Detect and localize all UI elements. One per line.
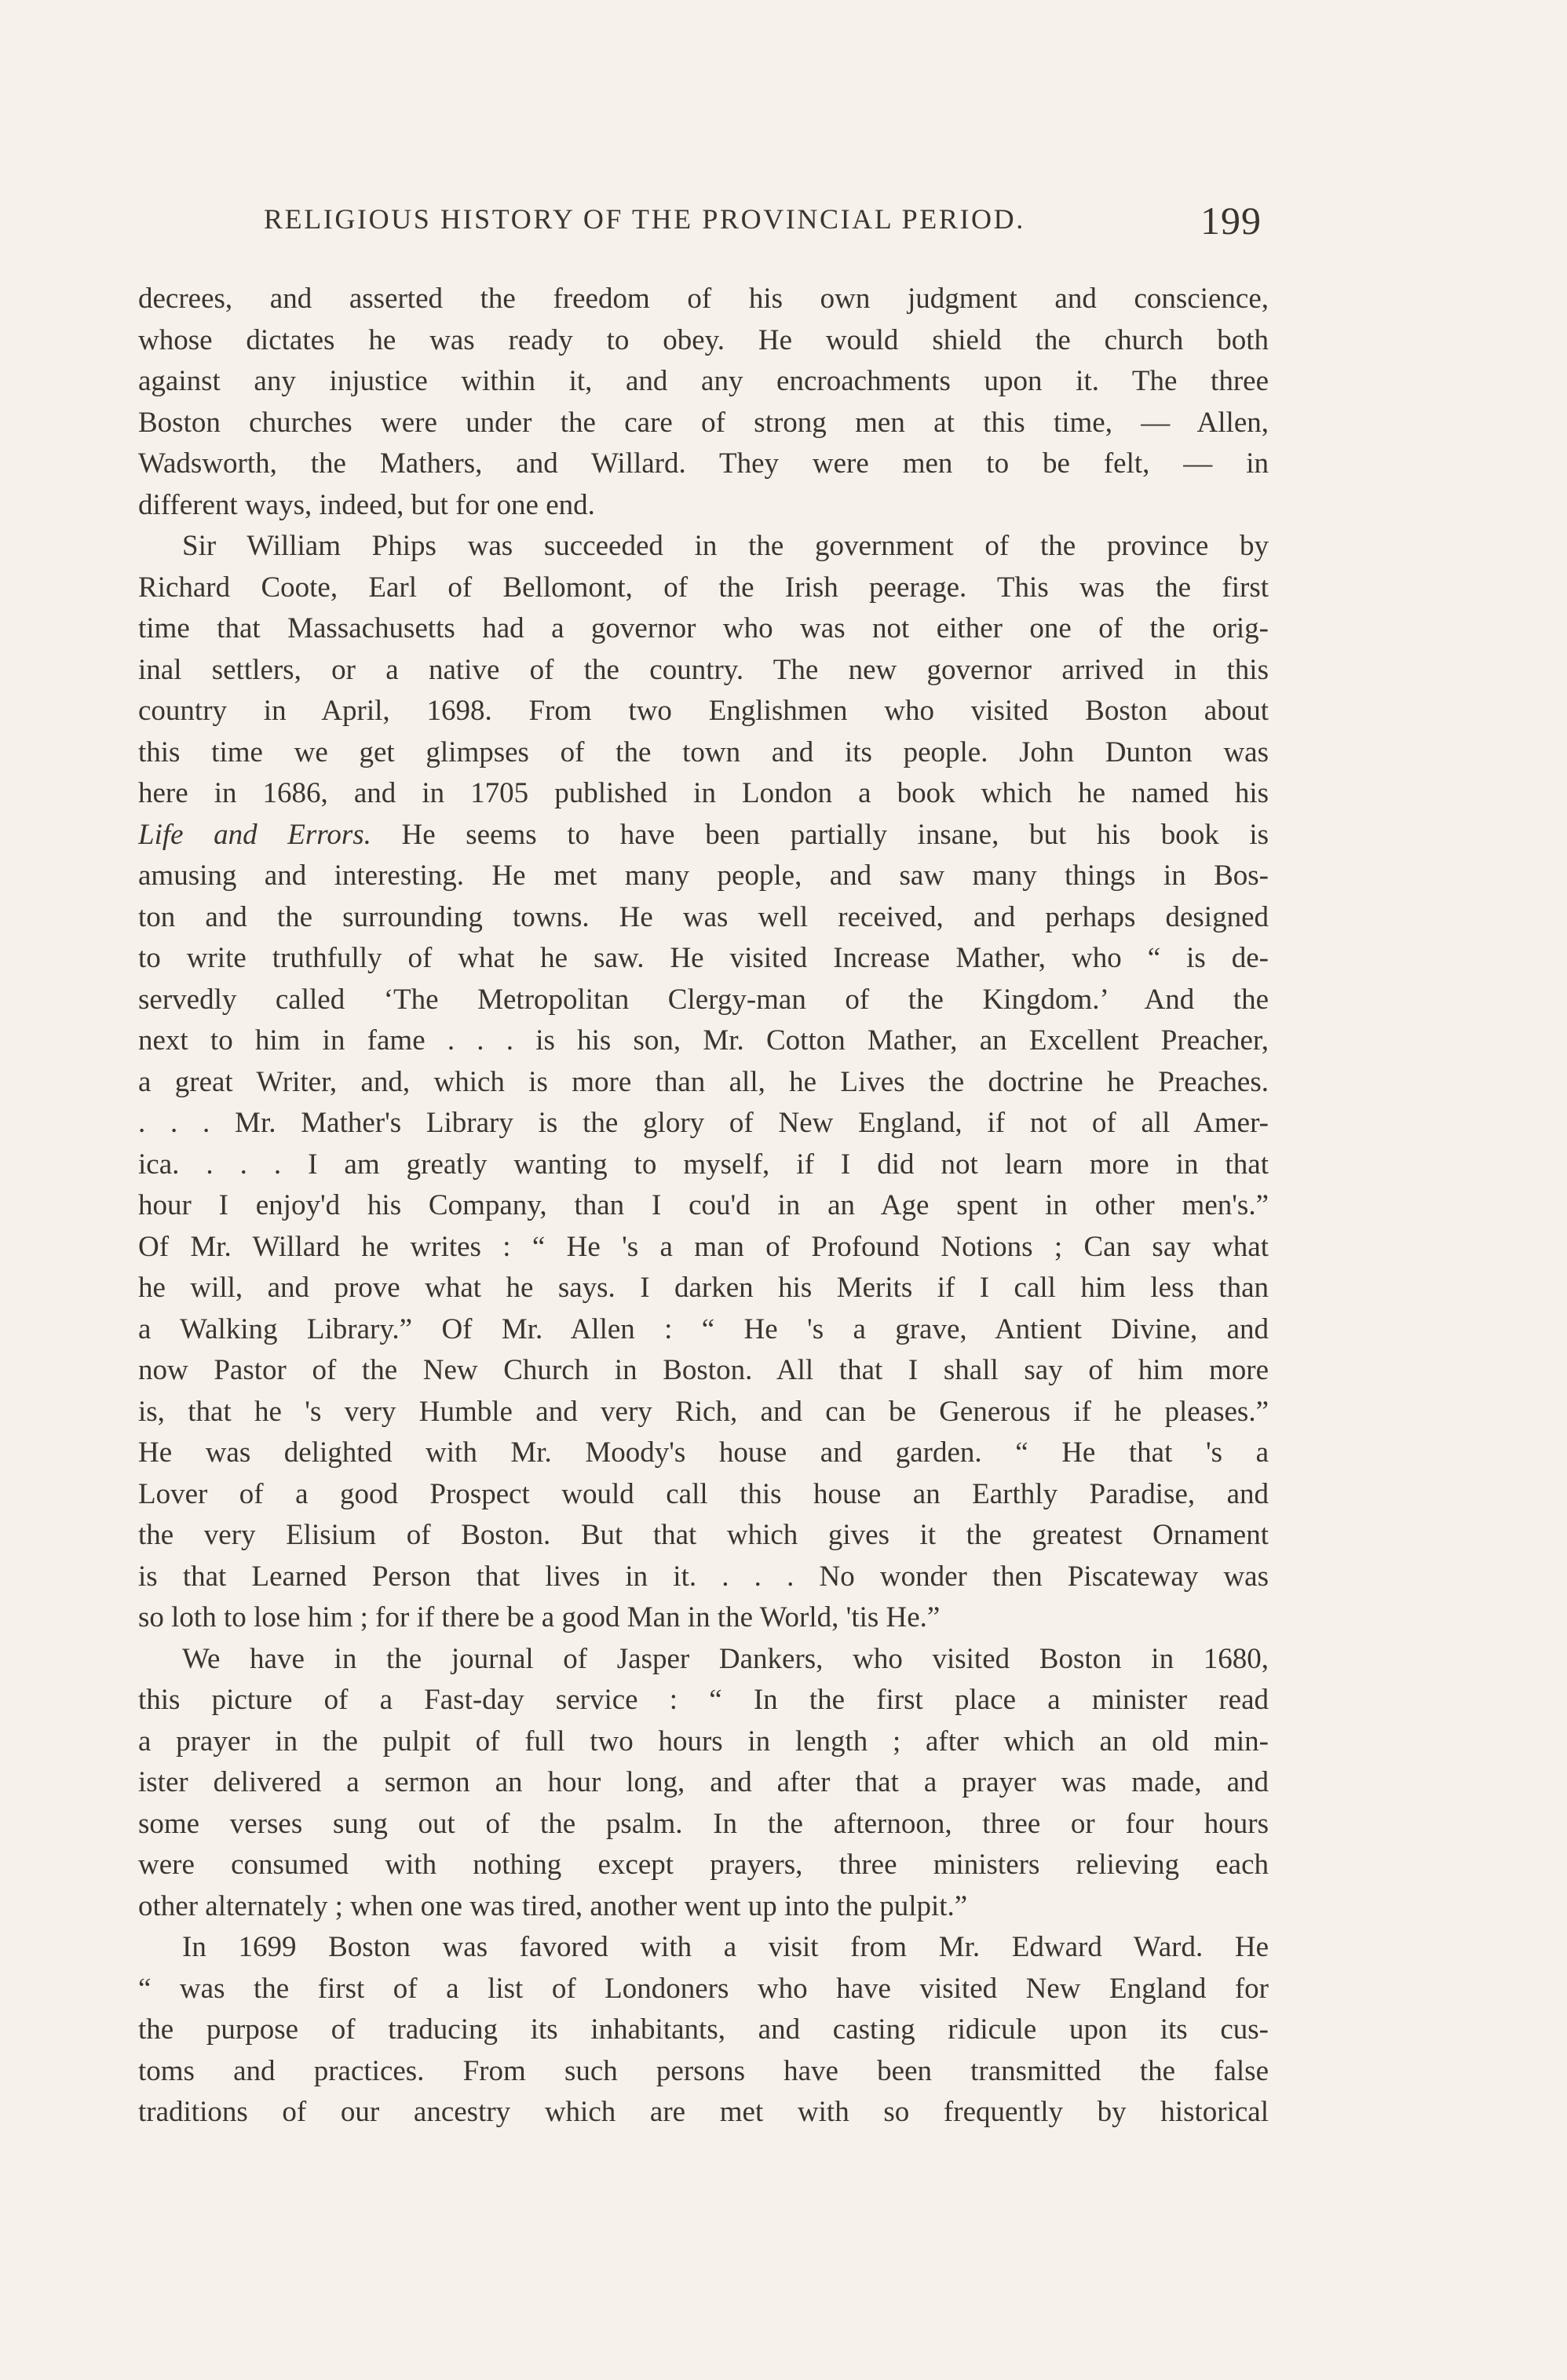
line-text: against any injustice within it, and any encroachments upon it. The three: [138, 365, 1269, 397]
line-text: this time we get glimpses of the town and its people. John Dunton was: [138, 736, 1269, 768]
line-text: Wadsworth, the Mathers, and Willard. They were men to be felt, — in: [138, 447, 1269, 480]
text-line: [138, 980, 1269, 1021]
text-line: [138, 773, 1269, 815]
line-text: were consumed with nothing except prayers, three ministers relieving each: [138, 1849, 1269, 1881]
line-text: Of Mr. Willard he writes : “ He 's a man of Profound Notions ; Can say what: [138, 1230, 1269, 1263]
text-line: [138, 608, 1269, 650]
text-line: [138, 815, 1269, 856]
line-text: toms and practices. From such persons have been transmitted the false: [138, 2054, 1269, 2087]
running-head: [264, 198, 1284, 245]
line-text: other alternately ; when one was tired, another went up into the pulpit.”: [138, 1889, 968, 1922]
running-title: RELIGIOUS HISTORY OF THE PROVINCIAL PERIOD.: [264, 203, 1025, 235]
line-text: “ was the first of a list of Londoners who have visited New England for: [138, 1972, 1269, 2005]
text-line: [138, 526, 1269, 568]
text-line: [138, 1927, 1269, 1969]
line-text: country in April, 1698. From two Englishmen who visited Boston about: [138, 695, 1269, 727]
text-line: [138, 1515, 1269, 1557]
text-line: [138, 732, 1269, 774]
text-line: [138, 1350, 1269, 1392]
text-line: [138, 485, 1269, 527]
line-text: servedly called ‘The Metropolitan Clergy-man of the Kingdom.’ And the: [138, 983, 1269, 1016]
line-text: the purpose of traducing its inhabitants, and casting ridicule upon its cus-: [138, 2013, 1269, 2046]
line-text: whose dictates he was ready to obey. He would shield the church both: [138, 323, 1269, 356]
line-text: so loth to lose him ; for if there be a good Man in the World, 'tis He.”: [138, 1601, 941, 1634]
text-line: [138, 1886, 1269, 1928]
text-line: [138, 650, 1269, 692]
text-line: [138, 856, 1269, 897]
line-text: the very Elisium of Boston. But that which gives it the greatest Ornament: [138, 1519, 1269, 1551]
line-text: ica. . . . I am greatly wanting to myself, if I did not learn more in that: [138, 1148, 1269, 1181]
italic-title: Life and Errors.: [138, 818, 371, 851]
text-line: [138, 279, 1269, 320]
text-line: [138, 1762, 1269, 1804]
text-line: [138, 1392, 1269, 1433]
text-line: [138, 2051, 1269, 2093]
text-line: [138, 1185, 1269, 1227]
line-text: He was delighted with Mr. Moody's house and garden. “ He that 's a: [138, 1436, 1269, 1469]
text-line: [138, 1309, 1269, 1351]
text-line: [138, 1845, 1269, 1886]
line-text: Boston churches were under the care of strong men at this time, — Allen,: [138, 406, 1269, 439]
text-line: [138, 403, 1269, 444]
text-line: [138, 1639, 1269, 1681]
page-number: 199: [1200, 199, 1262, 243]
line-text: next to him in fame . . . is his son, Mr. Cotton Mather, an Excellent Preacher,: [138, 1024, 1269, 1057]
line-text: he will, and prove what he says. I darken his Merits if I call him less than: [138, 1272, 1269, 1304]
text-line: [138, 1020, 1269, 1062]
line-text: different ways, indeed, but for one end.: [138, 488, 595, 521]
line-text: Richard Coote, Earl of Bellomont, of the Irish peerage. This was the first: [138, 571, 1269, 604]
text-line: [138, 1227, 1269, 1268]
text-line: [138, 568, 1269, 609]
line-text: time that Massachusetts had a governor who was not either one of the orig-: [138, 612, 1269, 644]
text-line: [138, 897, 1269, 939]
line-text: hour I enjoy'd his Company, than I cou'd in an Age spent in other men's.”: [138, 1189, 1269, 1221]
line-text: is that Learned Person that lives in it. . . . No wonder then Piscateway was: [138, 1560, 1269, 1593]
line-text: Sir William Phips was succeeded in the government of the province by: [182, 530, 1269, 562]
line-text: traditions of our ancestry which are met with so frequently by historical: [138, 2096, 1269, 2128]
line-text: He seems to have been partially insane, but his book is: [371, 818, 1269, 851]
line-text: inal settlers, or a native of the country. The new governor arrived in this: [138, 653, 1269, 686]
text-line: [138, 1433, 1269, 1474]
text-line: [138, 1597, 1269, 1639]
text-line: [138, 1969, 1269, 2010]
line-text: here in 1686, and in 1705 published in London a book which he named his: [138, 777, 1269, 809]
line-text: a great Writer, and, which is more than all, he Lives the doctrine he Preaches.: [138, 1065, 1269, 1098]
line-text: decrees, and asserted the freedom of his own judgment and conscience,: [138, 283, 1269, 315]
line-text: amusing and interesting. He met many people, and saw many things in Bos-: [138, 860, 1269, 892]
text-line: [138, 2009, 1269, 2051]
line-text: to write truthfully of what he saw. He visited Increase Mather, who “ is de-: [138, 942, 1269, 974]
line-text: some verses sung out of the psalm. In the afternoon, three or four hours: [138, 1807, 1269, 1840]
text-line: [138, 938, 1269, 980]
text-line: [138, 1268, 1269, 1309]
text-line: [138, 2092, 1269, 2134]
line-text: is, that he 's very Humble and very Rich, and can be Generous if he pleases.”: [138, 1395, 1269, 1428]
text-line: [138, 1103, 1269, 1144]
text-line: [138, 1804, 1269, 1845]
text-line: [138, 1721, 1269, 1763]
text-line: [138, 691, 1269, 732]
text-line: [138, 1474, 1269, 1516]
line-text: Lover of a good Prospect would call this house an Earthly Paradise, and: [138, 1477, 1269, 1510]
text-line: [138, 1557, 1269, 1598]
line-text: ton and the surrounding towns. He was well received, and perhaps designed: [138, 900, 1269, 933]
text-line: [138, 320, 1269, 362]
line-text: . . . Mr. Mather's Library is the glory of New England, if not of all Amer-: [138, 1107, 1269, 1139]
text-line: [138, 444, 1269, 485]
line-text: We have in the journal of Jasper Dankers, who visited Boston in 1680,: [182, 1642, 1269, 1675]
text-line: [138, 1680, 1269, 1721]
text-line: [138, 1062, 1269, 1104]
line-text: a Walking Library.” Of Mr. Allen : “ He 's a grave, Antient Divine, and: [138, 1312, 1269, 1345]
line-text: this picture of a Fast-day service : “ In the first place a minister read: [138, 1684, 1269, 1716]
text-line: [138, 361, 1269, 403]
line-text: In 1699 Boston was favored with a visit from Mr. Edward Ward. He: [182, 1931, 1269, 1963]
line-text: now Pastor of the New Church in Boston. All that I shall say of him more: [138, 1354, 1269, 1386]
text-line: [138, 1144, 1269, 1186]
line-text: ister delivered a sermon an hour long, and after that a prayer was made, and: [138, 1766, 1269, 1798]
body-text: [138, 279, 1269, 2134]
line-text: a prayer in the pulpit of full two hours in length ; after which an old min-: [138, 1725, 1269, 1758]
